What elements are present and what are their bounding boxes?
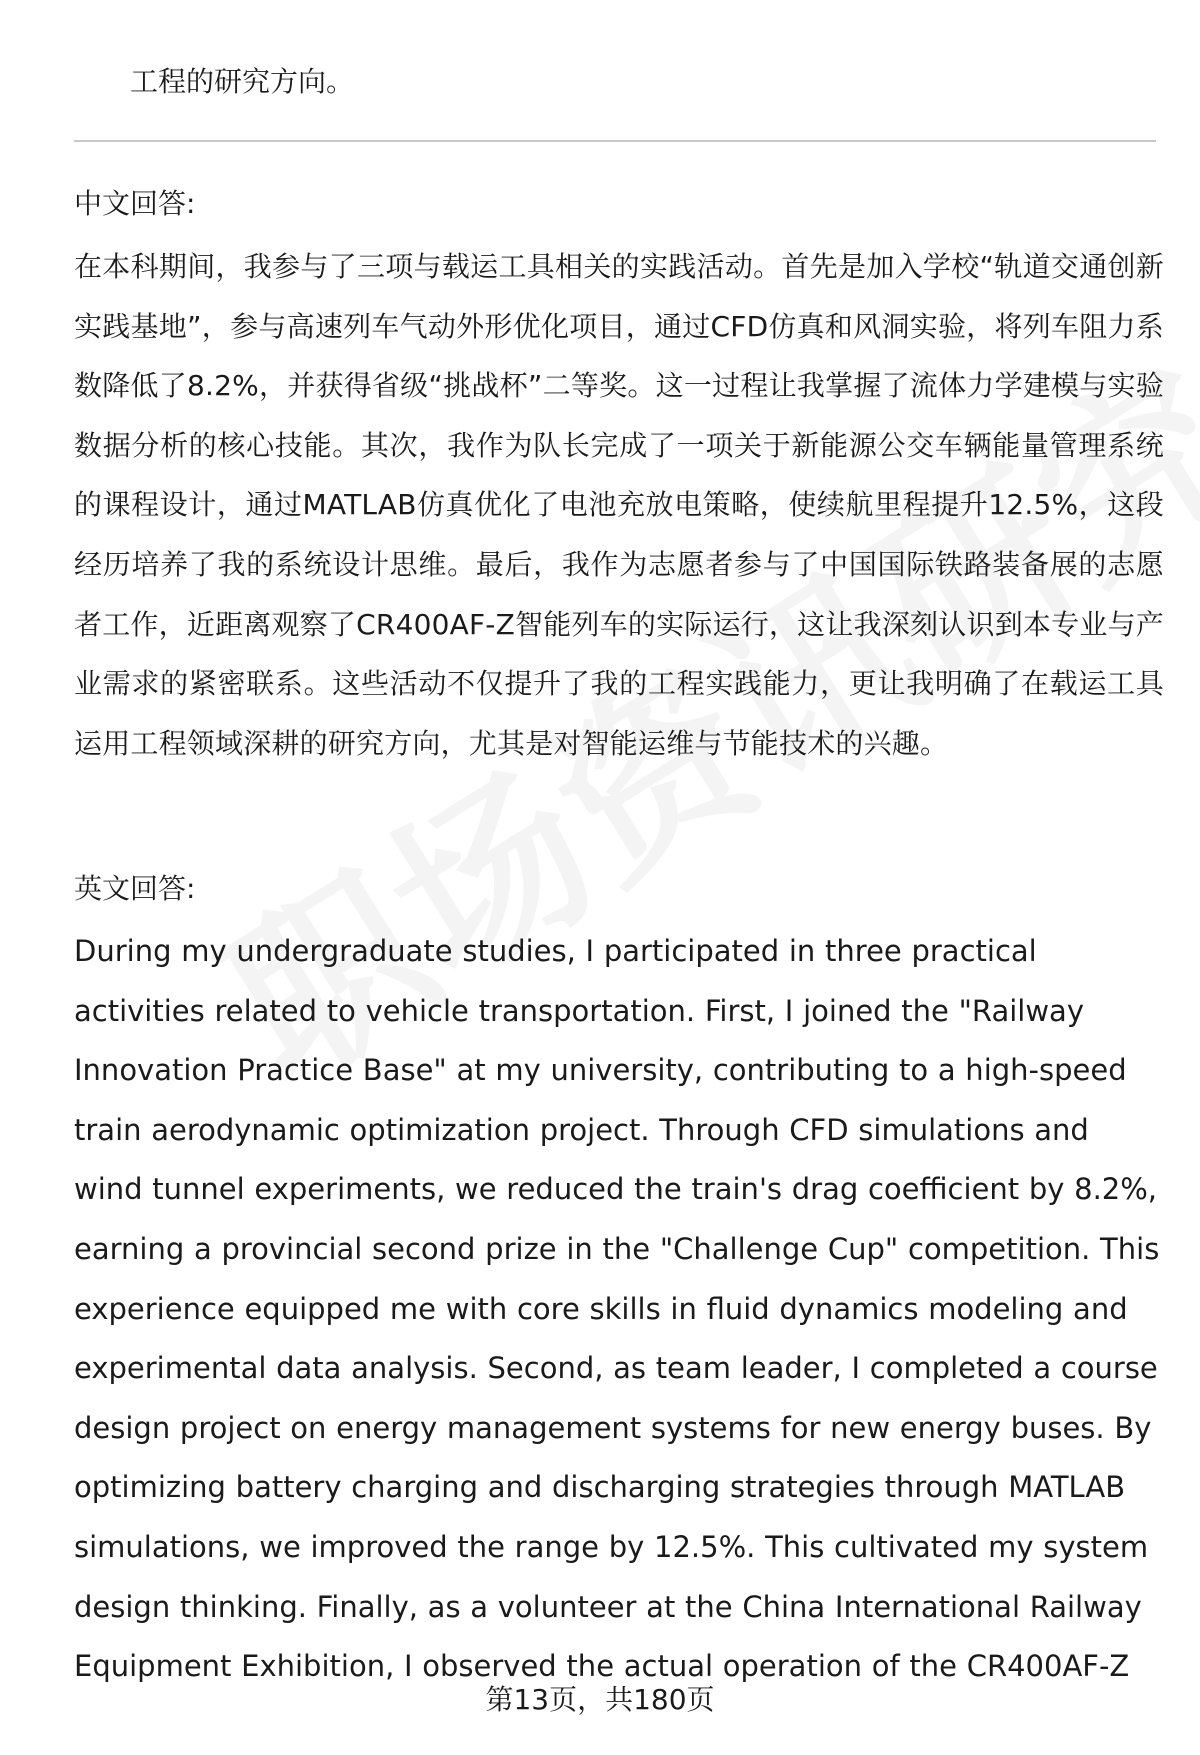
chinese-answer-label: 中文回答: — [74, 187, 196, 220]
page-number-footer: 第13页，共180页 — [485, 1683, 715, 1716]
previous-section-ending: 工程的研究方向。 — [130, 65, 355, 98]
section-divider — [74, 140, 1156, 142]
chinese-answer-body: 在本科期间，我参与了三项与载运工具相关的实践活动。首先是加入学校“轨道交通创新实践基地”，参与高速列车气动外形优化项目，通过CFD仿真和风洞实验，将列车阻力系数降低了8.2%，并获得省级“挑战杯”二等奖。这一过程让我掌握了流体力学建模与实验数据分析的核心技能。其次，我作为队长完成了一项关于新能源公交车辆能量管理系统的课程设计，通过MATLAB仿真优化了电池充放电策略，使续航里程提升12.5%，这段经历培养了我的系统设计思维。最后，我作为志愿者参与了中国国际铁路装备展的志愿者工作，近距离观察了CR400AF-Z智能列车的实际运行，这让我深刻认识到本专业与产业需求的紧密联系。这些活动不仅提升了我的工程实践能力，更让我明确了在载运工具运用工程领域深耕的研究方向，尤其是对智能运维与节能技术的兴趣。 — [74, 250, 1164, 760]
english-answer-label: 英文回答: — [74, 872, 196, 905]
english-answer-body: During my undergraduate studies, I participated in three practical activities related to vehicle transportation. First, I joined the "Railway Innovation Practice Base" at my university, contributing to a high-speed train aerodynamic optimization project. Through CFD simulations and wind tunnel experiments, we reduced the train's drag coefficient by 8.2%, earning a provincial second prize in the "Challenge Cup" competition. This experience equipped me with core skills in fluid dynamics modeling and experimental data analysis. Second, as team leader, I completed a course design project on energy management systems for new energy buses. By optimizing battery charging and discharging strategies through MATLAB simulations, we improved the range by 12.5%. This cultivated my system design thinking. Finally, as a volunteer at the China International Railway Equipment Exhibition, I observed the actual operation of the CR400AF-Z — [74, 934, 1160, 1684]
